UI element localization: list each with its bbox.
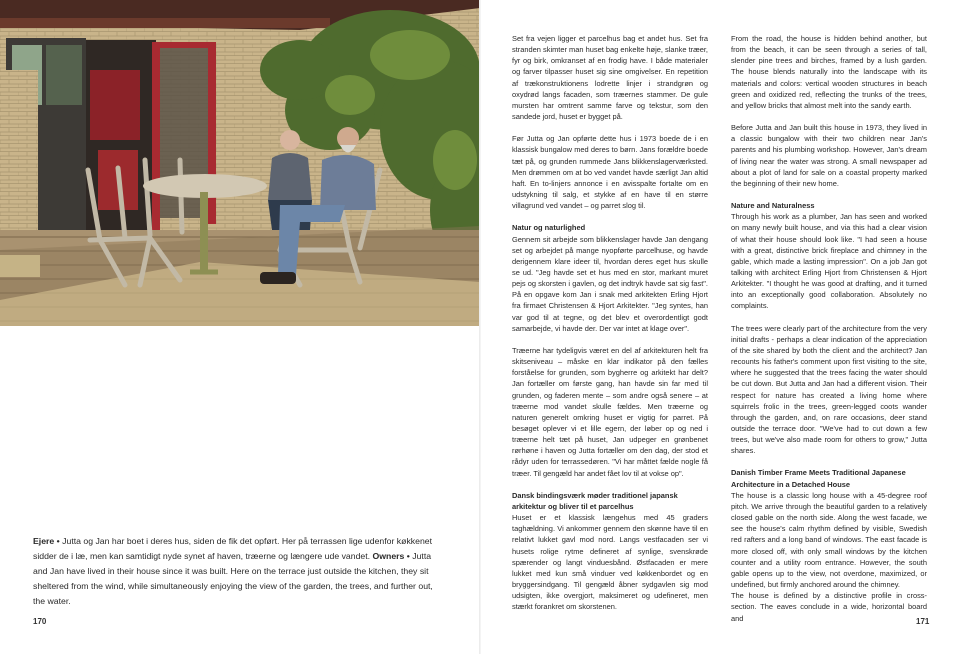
- terrace-illustration: [0, 0, 480, 326]
- english-paragraph: Before Jutta and Jan built this house in 1973, they lived in a classic bungalow with their two children near Jan's parents and his plumbing workshop. However, Jan's dream of living near the water was strong. A small newspaper ad about a plot of land for sale on a coastal property marked the beginning of their new home.: [731, 123, 927, 188]
- caption-owners-en-label: Owners •: [372, 551, 410, 561]
- danish-paragraph: Gennem sit arbejde som blikkenslager havde Jan dengang set og arbejdet på mange nyopførte parcelhuse, og havde derigennem klare ideer til, hvordan deres eget hus skulle se ud. "Jeg havde set et hus med en stor, markant muret pejs og skorsten i gavlen, og det indtryk havde sat sig fast". På en opgave kom Jan i snak med arkitekten Erling Hjort fra firmaet Christensen & Hjort Arkitekter. "Jeg syntes, han var god til at tegne, og det blev et overordentligt godt samarbejde, vi havde der. Der var intet at klage over".: [512, 234, 708, 333]
- terrace-photo: [0, 0, 480, 326]
- english-paragraph: The house is defined by a distinctive profile in cross-section. The eaves conclude in a wide, horizontal board and: [731, 591, 927, 623]
- danish-paragraph: Før Jutta og Jan opførte dette hus i 1973 boede de i en klassisk bungalow med deres to børn. Jans forældre boede tæt på, og grunden rummede Jans blikkenslagerværksted. Men drømmen om at bo ved vandet havde særligt Jan altid haft. En to-linjers annonce i en avisspalte fortalte om en udstykning til salg, et stykke af en have til en større villagrund ved vandet – og parret slog til.: [512, 134, 708, 211]
- english-subheading: Nature and Naturalness: [731, 201, 815, 211]
- caption-owners-da-text: Jutta og Jan har boet i deres hus, siden de fik det opført. Her på terrassen lige udenfor køkkenet sidder de i læ, men kan samtidigt nyde synet af haven, træerne og længere ude vandet.: [33, 536, 433, 561]
- caption-owners-da-label: Ejere •: [33, 536, 60, 546]
- danish-subheading: Dansk bindingsværk møder traditionel japansk arkitektur og bliver til et parcelhus: [512, 490, 678, 511]
- english-paragraph: The trees were clearly part of the architecture from the very initial drafts - perhaps a clear indication of the appreciation of the site shared by both the client and the architect? Jan recounts his father's comment upon first visiting to the site, where he suggested that the trees facing the water should be cut down. But Jutta and Jan had a different vision. Their respect for nature has created a living home where squirrels frolic in the trees, green-legged coots wander through the garden, and, on rare occasions, deer stand outside the terrace door. "We've had to cut down a few trees, but we've also made room for others to grow," Jutta shares.: [731, 323, 927, 456]
- danish-paragraph: Træerne har tydeligvis været en del af arkitekturen helt fra skitseniveau – måske en klar indikator på den fælles forståelse for grunden, som bygherre og arkitekt har delt? Jan fortæller om første gang, han havde sin far med til grunden, og faderen mente – som andre også senere – at træerne mod vandet skulle fældes. Men træerne og naturen generelt omkring huset er vigtig for parret. På besøget oplever vi et lille egern, der løber op og ned i træerne helt tæt på huset, Jan udpeger en grønbenet rørhøne i haven og Jutta fortæller om den dag, der stod et rådyr uden for terrassedøren. "Vi har måttet fælde nogle få træer. Til gengæld har andet fået lov til at vokse op".: [512, 345, 708, 478]
- english-paragraph: Through his work as a plumber, Jan has seen and worked on many newly built house, and via this had a clear vision of what their house should look like. "I had seen a house with a great, distinctive brick fireplace and chimney in the gable, which made a lasting impression". On a job Jan got talking with architect Erling Hjort from Christensen & Hjort Arkitekter. "I thought he was good at drafting, and it turned into an exceptionally good collaboration. Absolutely no complaints.: [731, 212, 927, 311]
- danish-text-column: [512, 33, 708, 624]
- photo-caption: [33, 534, 446, 609]
- page-number-right: 171: [916, 617, 930, 626]
- caption-owners-en-text: Jutta and Jan have lived in their house since it was built. Here on the terrace just outside the kitchen, they sit sheltered from the wind, while simultaneously enjoying the view of the garden, the trees, and further out, the water.: [33, 551, 433, 606]
- english-paragraph: From the road, the house is hidden behind another, but from the beach, it can be seen through a series of tall, slender pine trees and birches, framed by a lush garden. The house blends naturally into the landscape with its materials and colors: vertical wooden structures in beach green and oxidized red, reflecting the trunks of the trees, and yellow bricks that almost melt into the sandy earth.: [731, 34, 927, 110]
- danish-subheading: Natur og naturlighed: [512, 223, 586, 233]
- danish-paragraph: Set fra vejen ligger et parcelhus bag et andet hus. Set fra stranden skimter man huset bag enkelte høje, slanke træer, fyr og birk, omkranset af en frodig have. I både materialer og farver tilpasser huset sig sine omgivelser. En repetition af trækonstruktionens lodrette linjer i strandgrøn og oxydrød langs facaden, som træernes stammer. De gule mursten har omtrent samme farve og tekstur, som den sandede jord, huset er bygget på.: [512, 34, 708, 122]
- danish-paragraph: Huset er et klassisk længehus med 45 graders taghældning. Vi ankommer gennem den skønne have til en relativt lukket gavl mod nord. Langs vestfacaden ser vi husets rolige rytme defineret af synlige, svenskrøde spærender og langt vinduesbånd. Østfacaden er mere lukket med kun små vinduer ved køkkenbordet og en bryggersindgang. Til gengæld åbner sydgavlen sig mod udsigten, ikke overgjort, maksimeret og udefineret, men stærkt forankret om skorstenen.: [512, 513, 708, 612]
- english-paragraph: The house is a classic long house with a 45-degree roof pitch. We arrive through the beautiful garden to a relatively closed gable on the north side. Along the west facade, we see the house's calm rhythm defined by visible, Swedish red rafters and a long band of windows. The east facade is more closed off, with only small windows by the kitchen counter and a utility room entrance. However, the south gable opens up to the view, not overdone, maximized, or undefined, but firmly anchored around the chimney.: [731, 490, 927, 590]
- english-text-column: [731, 33, 930, 635]
- english-subheading: Danish Timber Frame Meets Traditional Japanese Architecture in a Detached House: [731, 468, 906, 489]
- spine-gutter: [479, 0, 481, 654]
- page-number-left: 170: [33, 617, 47, 626]
